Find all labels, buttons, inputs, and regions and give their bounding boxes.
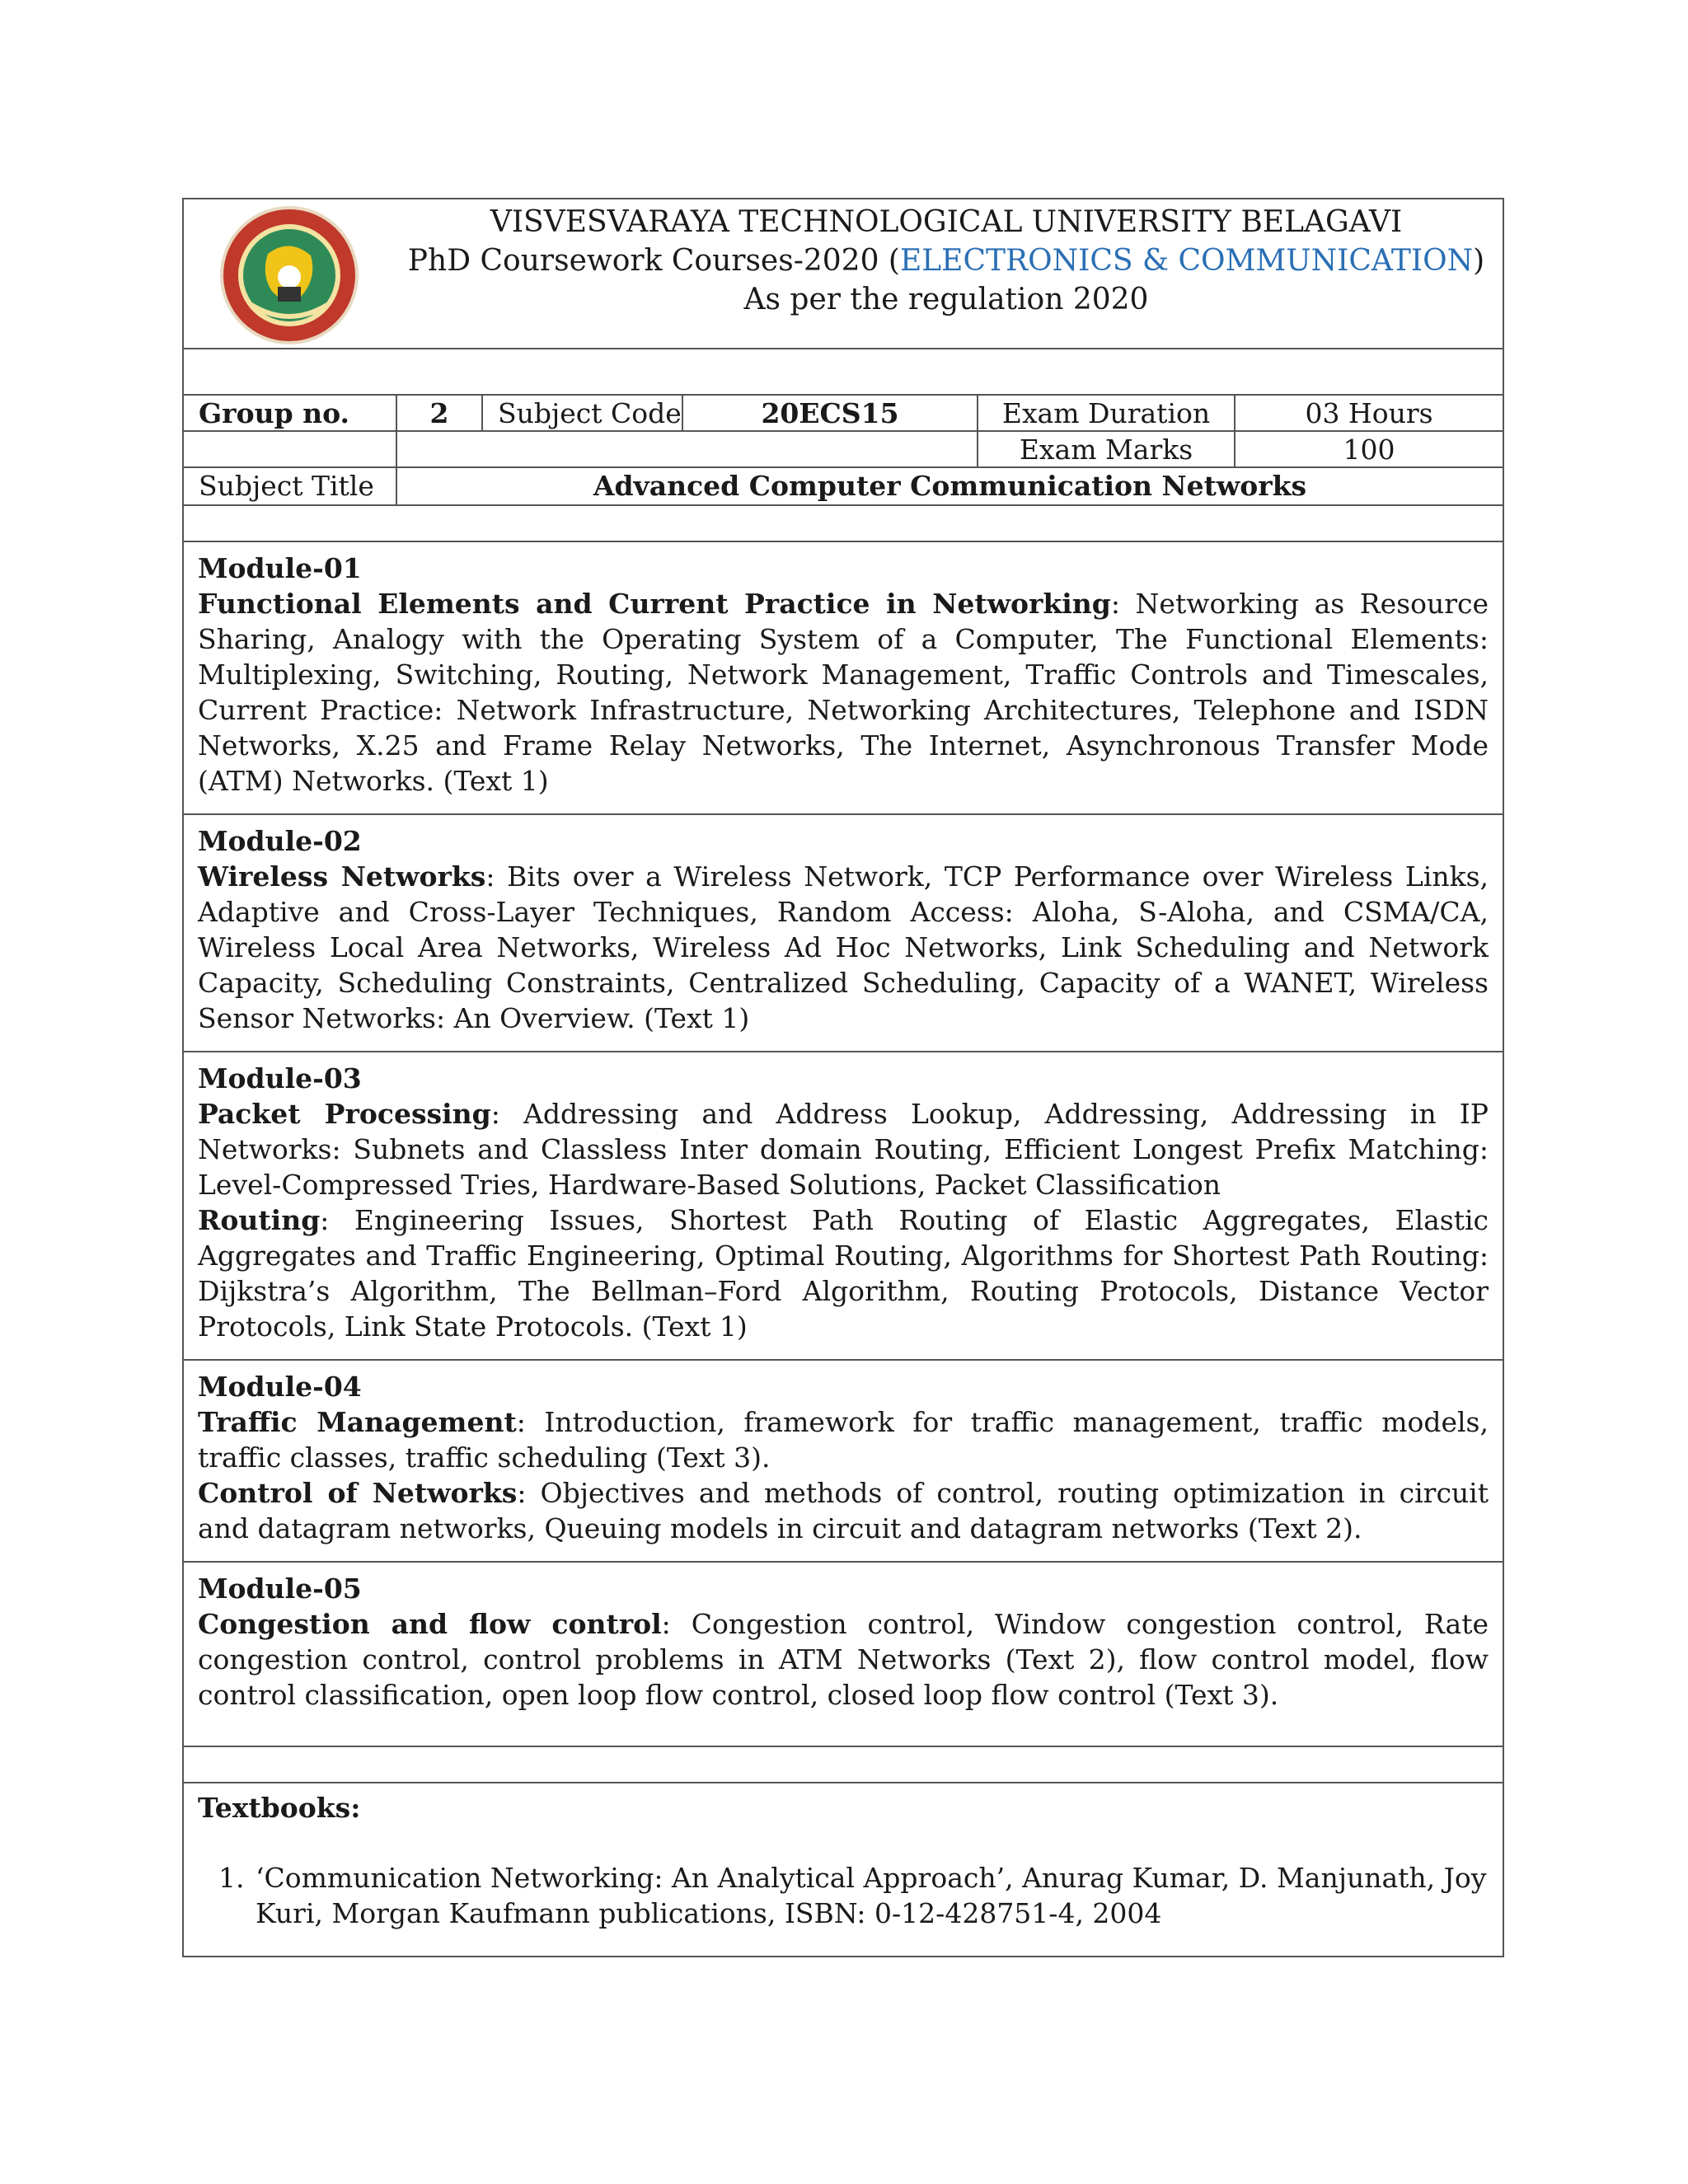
topic-keyword: Congestion and flow control (198, 1608, 662, 1640)
topic-keyword: Control of Networks (198, 1477, 518, 1509)
module-section (184, 1052, 1503, 1361)
topic-keyword: Functional Elements and Current Practice in Networking (198, 588, 1111, 620)
university-name: VISVESVARAYA TECHNOLOGICAL UNIVERSITY BELAGAVI (490, 205, 1403, 239)
topic-text: : Objectives and methods of control, routing optimization in circuit and datagram networks, Queuing models in circuit and datagram networks (Text 2). (198, 1477, 1489, 1544)
subject-code-value: 20ECS15 (683, 396, 978, 432)
header-text (406, 203, 1486, 319)
topic-keyword: Routing (198, 1204, 321, 1236)
header-section (184, 199, 1503, 349)
textbooks-title: Textbooks: (198, 1792, 361, 1824)
module-section (184, 542, 1503, 815)
textbooks-section (184, 1783, 1503, 1956)
subject-title-value: Advanced Computer Communication Networks (593, 470, 1307, 502)
module-paragraph (198, 1606, 1489, 1713)
empty-cell (397, 432, 978, 468)
course-suffix: ) (1473, 244, 1485, 278)
spacer-row (184, 349, 1503, 396)
topic-keyword: Wireless Networks (198, 860, 486, 893)
topic-text: : Bits over a Wireless Network, TCP Performance over Wireless Links, Adaptive and Cross-Layer Techniques, Random Access: Aloha, S-Aloha, and CSMA/CA, Wireless Local Area Networks, Wireless Ad Hoc Networks, Link Scheduling and Network Capacity, Scheduling Constraints, Centralized Scheduling, Capacity of a WANET, Wireless Sensor Networks: An Overview. (Text 1) (198, 860, 1489, 1034)
department-name: ELECTRONICS & COMMUNICATION (899, 244, 1474, 278)
topic-text: : Engineering Issues, Shortest Path Routing of Elastic Aggregates, Elastic Aggregates and Traffic Engineering, Optimal Routing, Algorithms for Shortest Path Routing: Dijkstra’s Algorithm, The Bellman–Ford Algorithm, Routing Protocols, Distance Vector Protocols, Link State Protocols. (Text 1) (198, 1204, 1489, 1343)
module-title: Module-03 (198, 1062, 362, 1094)
exam-duration-label: Exam Duration (978, 396, 1236, 432)
module-title: Module-02 (198, 825, 362, 857)
textbook-number: 1. (218, 1862, 245, 1894)
spacer-row (184, 506, 1503, 542)
topic-keyword: Packet Processing (198, 1098, 491, 1130)
course-line (406, 241, 1486, 280)
exam-marks-label: Exam Marks (978, 432, 1236, 468)
topic-keyword: Traffic Management (198, 1406, 517, 1438)
spacer-row (184, 1747, 1503, 1783)
syllabus-sheet (182, 198, 1504, 1957)
topic-text: : Congestion control, Window congestion control, Rate congestion control, control problems in ATM Networks (Text 2), flow control model, flow control classification, open loop flow control, closed loop flow control (Text 3). (198, 1608, 1489, 1711)
module-section (184, 1563, 1503, 1747)
module-paragraph (198, 1404, 1489, 1475)
module-paragraph (198, 586, 1489, 799)
empty-cell (184, 432, 397, 468)
topic-text: : Networking as Resource Sharing, Analogy with the Operating System of a Computer, The Functional Elements: Multiplexing, Switching, Routing, Network Management, Traffic Controls and Timescales, Current Practice: Network Infrastructure, Networking Architectures, Telephone and ISDN Networks, X.25 and Frame Relay Networks, The Internet, Asynchronous Transfer Mode (ATM) Networks. (Text 1) (198, 588, 1489, 797)
university-logo (218, 204, 360, 346)
textbook-item (198, 1860, 1489, 1931)
module-section (184, 815, 1503, 1052)
regulation-line: As per the regulation 2020 (743, 283, 1149, 316)
group-label: Group no. (184, 396, 397, 432)
course-prefix: PhD Coursework Courses-2020 ( (407, 244, 900, 278)
module-paragraph (198, 1475, 1489, 1546)
topic-text: : Introduction, framework for traffic management, traffic models, traffic classes, traffic scheduling (Text 3). (198, 1406, 1489, 1474)
exam-duration-value: 03 Hours (1236, 396, 1503, 432)
textbook-text: ‘Communication Networking: An Analytical Approach’, Anurag Kumar, D. Manjunath, Joy Kuri, Morgan Kaufmann publications, ISBN: 0-12-428751-4, 2004 (256, 1862, 1487, 1929)
module-paragraph (198, 859, 1489, 1036)
module-paragraph (198, 1096, 1489, 1202)
module-section (184, 1361, 1503, 1563)
module-title: Module-01 (198, 552, 362, 584)
course-info-grid (184, 396, 1503, 506)
module-title: Module-05 (198, 1572, 362, 1605)
topic-text: : Addressing and Address Lookup, Addressing, Addressing in IP Networks: Subnets and Classless Inter domain Routing, Efficient Longest Prefix Matching: Level-Compressed Tries, Hardware-Based Solutions, Packet Classification (198, 1098, 1489, 1201)
subject-title-label: Subject Title (184, 468, 397, 504)
subject-code-label: Subject Code (483, 396, 683, 432)
group-value: 2 (397, 396, 483, 432)
module-paragraph (198, 1202, 1489, 1344)
module-title: Module-04 (198, 1371, 362, 1403)
exam-marks-value: 100 (1236, 432, 1503, 468)
